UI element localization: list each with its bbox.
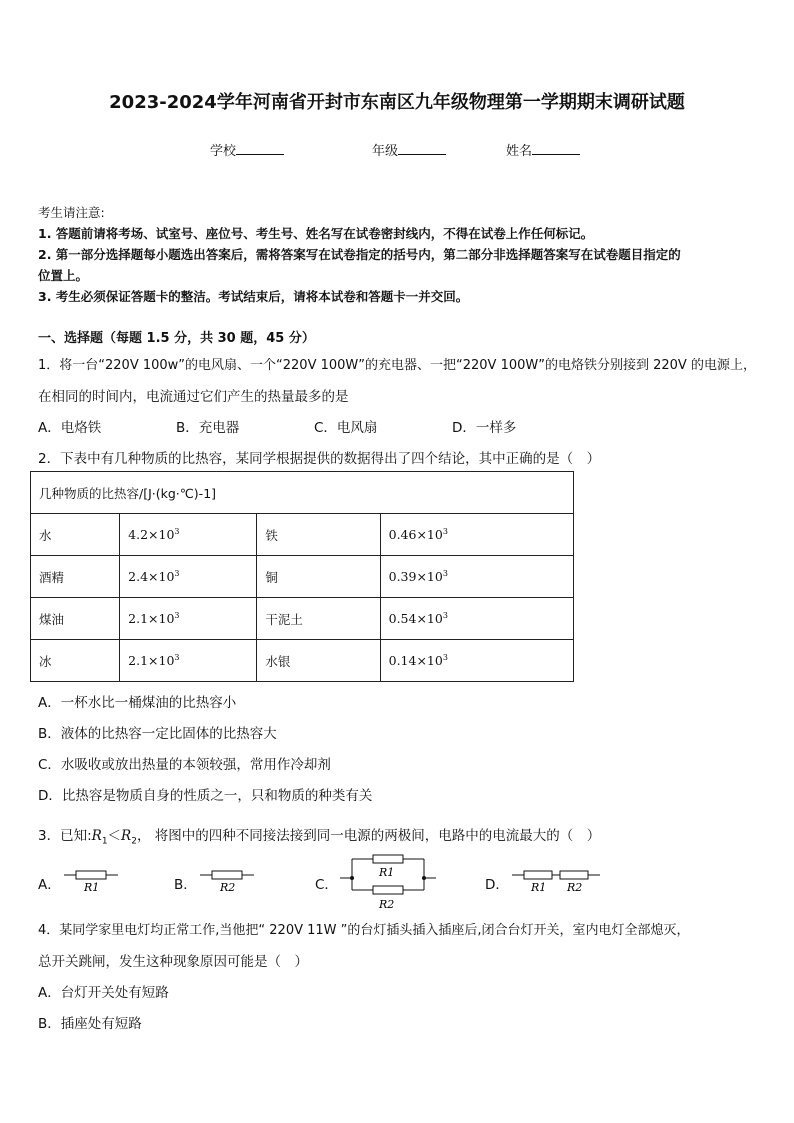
school-field [210, 140, 284, 159]
material-cell: 铁 [257, 514, 380, 556]
q1-option-c[interactable]: C．电风扇 [314, 420, 378, 436]
material-cell: 水银 [257, 640, 380, 682]
material-cell: 铜 [257, 556, 380, 598]
q3-r1: R [91, 828, 102, 844]
value-text: 2.1×10 [128, 653, 175, 669]
table-row [31, 556, 574, 598]
material-cell: 干泥土 [257, 598, 380, 640]
q1-stem-line2: 在相同的时间内，电流通过它们产生的热量最多的是 [38, 389, 349, 405]
exponent: 3 [442, 526, 448, 536]
q3-option-c-label[interactable]: C． [315, 877, 338, 893]
value-text: 0.14×10 [388, 653, 443, 669]
resistor-r2-label: R2 [220, 881, 236, 894]
q3-sub2: 2 [131, 836, 137, 847]
resistor-r2-label: R2 [567, 881, 583, 894]
q2-option-d[interactable]: D．比热容是物质自身的性质之一，只和物质的种类有关 [38, 788, 373, 804]
value-text: 0.46×10 [388, 527, 443, 543]
exponent: 3 [442, 652, 448, 662]
school-blank[interactable] [236, 141, 284, 155]
value-cell [120, 640, 257, 682]
circuit-c-diagram [338, 850, 438, 912]
grade-label: 年级 [372, 144, 399, 159]
name-label: 姓名 [506, 144, 533, 159]
table-row [31, 640, 574, 682]
notice-item-3: 3. 考生必须保证答题卡的整洁。考试结束后，请将本试卷和答题卡一并交回。 [38, 289, 469, 304]
resistor-r1-label: R1 [84, 881, 100, 894]
grade-blank[interactable] [398, 141, 446, 155]
q3-sub1: 1 [101, 836, 108, 847]
q1-option-b[interactable]: B．充电器 [176, 420, 240, 436]
q3-option-d-label[interactable]: D． [485, 877, 509, 893]
q3-option-b-label[interactable]: B． [174, 877, 197, 893]
grade-field [372, 140, 446, 159]
exponent: 3 [174, 568, 180, 578]
q1-option-d[interactable]: D．一样多 [452, 420, 517, 436]
q3-pre: 3．已知: [38, 828, 92, 844]
value-cell [120, 556, 257, 598]
circuit-a-diagram [62, 864, 122, 894]
name-blank[interactable] [532, 141, 580, 155]
q2-option-a[interactable]: A．一杯水比一桶煤油的比热容小 [38, 695, 237, 711]
exponent: 3 [174, 610, 180, 620]
q2-option-c[interactable]: C．水吸收或放出热量的本领较强，常用作冷却剂 [38, 757, 331, 773]
q4-stem-line1: 4．某同学家里电灯均正常工作,当他把“ 220V 11W ”的台灯插头插入插座后,闭合台灯开关，室内电灯全部熄灭， [38, 923, 690, 938]
value-text: 0.39×10 [388, 569, 443, 585]
circuit-b-diagram [198, 864, 258, 894]
section-heading: 一、选择题（每题 1.5 分，共 30 题，45 分） [38, 331, 315, 346]
value-cell [120, 514, 257, 556]
notice-item-1: 1. 答题前请将考场、试室号、座位号、考生号、姓名写在试卷密封线内，不得在试卷上作任何标记。 [38, 226, 594, 241]
q2-option-b[interactable]: B．液体的比热容一定比固体的比热容大 [38, 726, 277, 742]
q3-r2: R [121, 828, 132, 844]
value-text: 4.2×10 [128, 527, 175, 543]
resistor-r2-label: R2 [379, 898, 395, 911]
q3-stem [38, 824, 600, 847]
q1-stem-line1: 1．将一台“220V 100w”的电风扇、一个“220V 100W”的充电器、一把“220V 100W”的电烙铁分别接到 220V 的电源上， [38, 358, 756, 373]
table-row [31, 598, 574, 640]
q4-option-b[interactable]: B．插座处有短路 [38, 1016, 142, 1032]
q4-stem-line2: 总开关跳闸，发生这种现象原因可能是（ ） [38, 954, 308, 970]
school-label: 学校 [210, 144, 237, 159]
exponent: 3 [174, 526, 180, 536]
material-cell: 水 [31, 514, 120, 556]
value-cell [380, 556, 573, 598]
q3-lt: ＜ [107, 828, 122, 844]
exponent: 3 [442, 568, 448, 578]
value-cell [380, 598, 573, 640]
value-text: 0.54×10 [388, 611, 443, 627]
table-header: 几种物质的比热容/[J·(kg·℃)-1] [31, 472, 574, 514]
value-cell [380, 514, 573, 556]
value-cell [380, 640, 573, 682]
table-header-row [31, 472, 574, 514]
q3-option-a-label[interactable]: A． [38, 877, 61, 893]
specific-heat-table [30, 471, 574, 682]
q1-option-a[interactable]: A．电烙铁 [38, 420, 102, 436]
circuit-d-diagram [510, 864, 602, 894]
value-text: 2.4×10 [128, 569, 175, 585]
material-cell: 冰 [31, 640, 120, 682]
material-cell: 煤油 [31, 598, 120, 640]
exponent: 3 [174, 652, 180, 662]
q3-post: ， 将图中的四种不同接法接到同一电源的两极间，电路中的电流最大的（ ） [136, 828, 601, 844]
value-text: 2.1×10 [128, 611, 175, 627]
exponent: 3 [442, 610, 448, 620]
notice-heading: 考生请注意: [38, 205, 105, 220]
name-field [506, 140, 580, 159]
q4-option-a[interactable]: A．台灯开关处有短路 [38, 985, 169, 1001]
resistor-r1-label: R1 [531, 881, 547, 894]
notice-item-2: 2. 第一部分选择题每小题选出答案后，需将答案写在试卷指定的括号内，第二部分非选择题答案写在试卷题目指定的 [38, 247, 681, 262]
value-cell [120, 598, 257, 640]
q2-stem: 2．下表中有几种物质的比热容，某同学根据提供的数据得出了四个结论，其中正确的是（ ） [38, 451, 601, 467]
page-title: 2023-2024学年河南省开封市东南区九年级物理第一学期期末调研试题 [109, 92, 685, 113]
resistor-r1-label: R1 [379, 866, 395, 879]
notice-item-2-cont: 位置上。 [38, 268, 89, 283]
material-cell: 酒精 [31, 556, 120, 598]
table-row [31, 514, 574, 556]
